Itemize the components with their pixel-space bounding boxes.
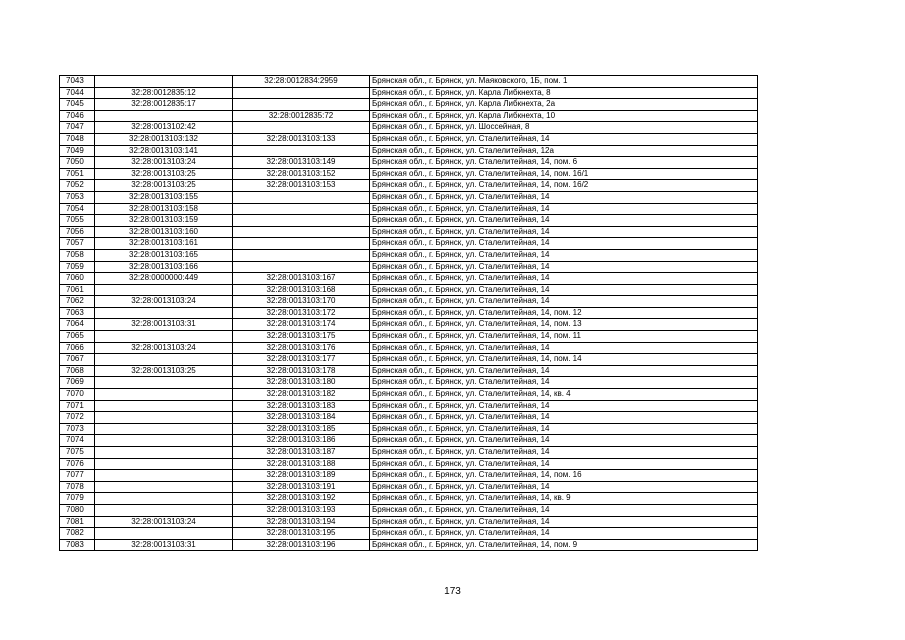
table-row (60, 99, 758, 111)
address-cell: Брянская обл., г. Брянск, ул. Сталелитейная, 14 (370, 435, 758, 447)
row-number-cell: 7067 (60, 354, 95, 366)
cadastral-number-cell: 32:28:0013103:141 (95, 145, 233, 157)
cadastral-number-cell: 32:28:0013102:42 (95, 122, 233, 134)
related-cadastral-number-cell: 32:28:0013103:167 (233, 273, 370, 285)
cadastral-number-cell: 32:28:0013103:159 (95, 215, 233, 227)
cadastral-number-cell (95, 412, 233, 424)
address-cell: Брянская обл., г. Брянск, ул. Сталелитейная, 14 (370, 273, 758, 285)
row-number-cell: 7050 (60, 157, 95, 169)
cadastral-number-cell: 32:28:0013103:25 (95, 180, 233, 192)
cadastral-number-cell (95, 423, 233, 435)
table-row (60, 296, 758, 308)
row-number-cell: 7073 (60, 423, 95, 435)
related-cadastral-number-cell: 32:28:0013103:192 (233, 493, 370, 505)
row-number-cell: 7046 (60, 110, 95, 122)
cadastral-number-cell (95, 458, 233, 470)
cadastral-number-cell (95, 493, 233, 505)
row-number-cell: 7051 (60, 168, 95, 180)
related-cadastral-number-cell: 32:28:0013103:191 (233, 481, 370, 493)
related-cadastral-number-cell (233, 238, 370, 250)
row-number-cell: 7083 (60, 539, 95, 551)
related-cadastral-number-cell (233, 99, 370, 111)
table-row (60, 539, 758, 551)
row-number-cell: 7057 (60, 238, 95, 250)
cadastral-number-cell (95, 447, 233, 459)
address-cell: Брянская обл., г. Брянск, ул. Сталелитейная, 14 (370, 249, 758, 261)
row-number-cell: 7048 (60, 133, 95, 145)
row-number-cell: 7049 (60, 145, 95, 157)
cadastral-number-cell (95, 354, 233, 366)
page-number: 173 (444, 586, 461, 597)
cadastral-number-cell: 32:28:0013103:161 (95, 238, 233, 250)
row-number-cell: 7047 (60, 122, 95, 134)
row-number-cell: 7081 (60, 516, 95, 528)
address-cell: Брянская обл., г. Брянск, ул. Сталелитейная, 14, кв. 4 (370, 389, 758, 401)
cadastral-number-cell: 32:28:0013103:24 (95, 342, 233, 354)
address-cell: Брянская обл., г. Брянск, ул. Сталелитейная, 14 (370, 284, 758, 296)
address-cell: Брянская обл., г. Брянск, ул. Шоссейная, 8 (370, 122, 758, 134)
table-row (60, 261, 758, 273)
table-row (60, 307, 758, 319)
address-cell: Брянская обл., г. Брянск, ул. Сталелитейная, 14 (370, 516, 758, 528)
address-cell: Брянская обл., г. Брянск, ул. Сталелитейная, 14 (370, 400, 758, 412)
cadastral-number-cell: 32:28:0013103:25 (95, 365, 233, 377)
table-row (60, 470, 758, 482)
address-cell: Брянская обл., г. Брянск, ул. Сталелитейная, 14, пом. 16 (370, 470, 758, 482)
address-cell: Брянская обл., г. Брянск, ул. Сталелитейная, 14 (370, 191, 758, 203)
cadastral-number-cell: 32:28:0012835:17 (95, 99, 233, 111)
related-cadastral-number-cell (233, 122, 370, 134)
cadastral-number-cell: 32:28:0013103:24 (95, 296, 233, 308)
row-number-cell: 7065 (60, 331, 95, 343)
row-number-cell: 7052 (60, 180, 95, 192)
table-row (60, 516, 758, 528)
related-cadastral-number-cell: 32:28:0013103:186 (233, 435, 370, 447)
related-cadastral-number-cell (233, 215, 370, 227)
cadastral-number-cell (95, 400, 233, 412)
related-cadastral-number-cell: 32:28:0013103:183 (233, 400, 370, 412)
related-cadastral-number-cell: 32:28:0013103:172 (233, 307, 370, 319)
table-row (60, 238, 758, 250)
address-cell: Брянская обл., г. Брянск, ул. Сталелитейная, 14, пом. 11 (370, 331, 758, 343)
address-cell: Брянская обл., г. Брянск, ул. Сталелитейная, 14, кв. 9 (370, 493, 758, 505)
related-cadastral-number-cell (233, 226, 370, 238)
table-row (60, 377, 758, 389)
table-row (60, 400, 758, 412)
related-cadastral-number-cell (233, 249, 370, 261)
row-number-cell: 7056 (60, 226, 95, 238)
related-cadastral-number-cell: 32:28:0013103:180 (233, 377, 370, 389)
row-number-cell: 7045 (60, 99, 95, 111)
related-cadastral-number-cell (233, 87, 370, 99)
table-row (60, 284, 758, 296)
table-row (60, 389, 758, 401)
address-cell: Брянская обл., г. Брянск, ул. Сталелитейная, 14 (370, 296, 758, 308)
address-cell: Брянская обл., г. Брянск, ул. Сталелитейная, 14 (370, 261, 758, 273)
row-number-cell: 7062 (60, 296, 95, 308)
table-row (60, 412, 758, 424)
row-number-cell: 7072 (60, 412, 95, 424)
related-cadastral-number-cell (233, 191, 370, 203)
address-cell: Брянская обл., г. Брянск, ул. Сталелитейная, 14 (370, 377, 758, 389)
address-cell: Брянская обл., г. Брянск, ул. Карла Либкнехта, 2а (370, 99, 758, 111)
related-cadastral-number-cell (233, 145, 370, 157)
row-number-cell: 7075 (60, 447, 95, 459)
table-row (60, 226, 758, 238)
related-cadastral-number-cell: 32:28:0013103:170 (233, 296, 370, 308)
address-cell: Брянская обл., г. Брянск, ул. Сталелитейная, 14 (370, 458, 758, 470)
row-number-cell: 7069 (60, 377, 95, 389)
table-row (60, 76, 758, 88)
cadastral-number-cell: 32:28:0013103:31 (95, 539, 233, 551)
table-row (60, 435, 758, 447)
cadastral-number-cell (95, 76, 233, 88)
related-cadastral-number-cell: 32:28:0013103:175 (233, 331, 370, 343)
cadastral-number-cell: 32:28:0013103:24 (95, 516, 233, 528)
related-cadastral-number-cell: 32:28:0013103:152 (233, 168, 370, 180)
table-row (60, 365, 758, 377)
related-cadastral-number-cell: 32:28:0013103:178 (233, 365, 370, 377)
address-cell: Брянская обл., г. Брянск, ул. Сталелитейная, 14, пом. 6 (370, 157, 758, 169)
row-number-cell: 7076 (60, 458, 95, 470)
address-cell: Брянская обл., г. Брянск, ул. Сталелитейная, 14 (370, 412, 758, 424)
cadastral-number-cell: 32:28:0013103:132 (95, 133, 233, 145)
table-row (60, 203, 758, 215)
address-cell: Брянская обл., г. Брянск, ул. Сталелитейная, 14 (370, 133, 758, 145)
related-cadastral-number-cell: 32:28:0013103:195 (233, 528, 370, 540)
cadastral-number-cell: 32:28:0000000:449 (95, 273, 233, 285)
table-row (60, 504, 758, 516)
table-row (60, 249, 758, 261)
address-cell: Брянская обл., г. Брянск, ул. Сталелитейная, 14, пом. 13 (370, 319, 758, 331)
address-cell: Брянская обл., г. Брянск, ул. Сталелитейная, 14 (370, 447, 758, 459)
register-table-body (60, 76, 758, 551)
table-row (60, 110, 758, 122)
related-cadastral-number-cell: 32:28:0013103:176 (233, 342, 370, 354)
row-number-cell: 7053 (60, 191, 95, 203)
related-cadastral-number-cell: 32:28:0013103:177 (233, 354, 370, 366)
table-row (60, 168, 758, 180)
related-cadastral-number-cell: 32:28:0013103:187 (233, 447, 370, 459)
address-cell: Брянская обл., г. Брянск, ул. Сталелитейная, 14 (370, 238, 758, 250)
related-cadastral-number-cell: 32:28:0012835:72 (233, 110, 370, 122)
cadastral-number-cell: 32:28:0013103:25 (95, 168, 233, 180)
related-cadastral-number-cell: 32:28:0013103:185 (233, 423, 370, 435)
address-cell: Брянская обл., г. Брянск, ул. Сталелитейная, 14, пом. 9 (370, 539, 758, 551)
row-number-cell: 7071 (60, 400, 95, 412)
table-row (60, 180, 758, 192)
address-cell: Брянская обл., г. Брянск, ул. Сталелитейная, 14 (370, 342, 758, 354)
address-cell: Брянская обл., г. Брянск, ул. Сталелитейная, 14 (370, 226, 758, 238)
related-cadastral-number-cell: 32:28:0013103:133 (233, 133, 370, 145)
row-number-cell: 7068 (60, 365, 95, 377)
row-number-cell: 7063 (60, 307, 95, 319)
related-cadastral-number-cell: 32:28:0013103:182 (233, 389, 370, 401)
cadastral-number-cell (95, 481, 233, 493)
cadastral-number-cell: 32:28:0013103:31 (95, 319, 233, 331)
row-number-cell: 7078 (60, 481, 95, 493)
table-row (60, 493, 758, 505)
address-cell: Брянская обл., г. Брянск, ул. Сталелитейная, 14 (370, 423, 758, 435)
address-cell: Брянская обл., г. Брянск, ул. Сталелитейная, 14, пом. 16/2 (370, 180, 758, 192)
address-cell: Брянская обл., г. Брянск, ул. Сталелитейная, 14 (370, 504, 758, 516)
row-number-cell: 7070 (60, 389, 95, 401)
address-cell: Брянская обл., г. Брянск, ул. Сталелитейная, 14, пом. 14 (370, 354, 758, 366)
row-number-cell: 7074 (60, 435, 95, 447)
row-number-cell: 7077 (60, 470, 95, 482)
row-number-cell: 7080 (60, 504, 95, 516)
related-cadastral-number-cell: 32:28:0013103:153 (233, 180, 370, 192)
address-cell: Брянская обл., г. Брянск, ул. Сталелитейная, 14 (370, 528, 758, 540)
related-cadastral-number-cell: 32:28:0013103:184 (233, 412, 370, 424)
table-row (60, 87, 758, 99)
row-number-cell: 7054 (60, 203, 95, 215)
cadastral-number-cell: 32:28:0012835:12 (95, 87, 233, 99)
related-cadastral-number-cell: 32:28:0013103:194 (233, 516, 370, 528)
cadastral-number-cell: 32:28:0013103:158 (95, 203, 233, 215)
address-cell: Брянская обл., г. Брянск, ул. Карла Либкнехта, 10 (370, 110, 758, 122)
related-cadastral-number-cell: 32:28:0013103:196 (233, 539, 370, 551)
row-number-cell: 7055 (60, 215, 95, 227)
cadastral-number-cell (95, 284, 233, 296)
cadastral-number-cell (95, 377, 233, 389)
table-row (60, 481, 758, 493)
table-row (60, 331, 758, 343)
cadastral-number-cell (95, 307, 233, 319)
table-row (60, 319, 758, 331)
cadastral-number-cell: 32:28:0013103:155 (95, 191, 233, 203)
related-cadastral-number-cell: 32:28:0013103:168 (233, 284, 370, 296)
cadastral-number-cell: 32:28:0013103:24 (95, 157, 233, 169)
related-cadastral-number-cell: 32:28:0013103:174 (233, 319, 370, 331)
row-number-cell: 7059 (60, 261, 95, 273)
row-number-cell: 7079 (60, 493, 95, 505)
row-number-cell: 7058 (60, 249, 95, 261)
row-number-cell: 7060 (60, 273, 95, 285)
related-cadastral-number-cell: 32:28:0013103:188 (233, 458, 370, 470)
register-table (59, 75, 758, 551)
table-row (60, 458, 758, 470)
table-row (60, 133, 758, 145)
address-cell: Брянская обл., г. Брянск, ул. Сталелитейная, 14, пом. 16/1 (370, 168, 758, 180)
table-row (60, 447, 758, 459)
table-row (60, 191, 758, 203)
address-cell: Брянская обл., г. Брянск, ул. Сталелитейная, 14 (370, 365, 758, 377)
row-number-cell: 7043 (60, 76, 95, 88)
cadastral-number-cell (95, 389, 233, 401)
address-cell: Брянская обл., г. Брянск, ул. Сталелитейная, 14 (370, 203, 758, 215)
related-cadastral-number-cell: 32:28:0013103:149 (233, 157, 370, 169)
table-row (60, 145, 758, 157)
table-row (60, 157, 758, 169)
cadastral-number-cell: 32:28:0013103:160 (95, 226, 233, 238)
cadastral-number-cell (95, 110, 233, 122)
row-number-cell: 7082 (60, 528, 95, 540)
table-row (60, 528, 758, 540)
related-cadastral-number-cell (233, 261, 370, 273)
row-number-cell: 7061 (60, 284, 95, 296)
related-cadastral-number-cell (233, 203, 370, 215)
cadastral-number-cell (95, 435, 233, 447)
related-cadastral-number-cell: 32:28:0013103:193 (233, 504, 370, 516)
cadastral-number-cell: 32:28:0013103:165 (95, 249, 233, 261)
address-cell: Брянская обл., г. Брянск, ул. Маяковского, 1Б, пом. 1 (370, 76, 758, 88)
cadastral-number-cell (95, 528, 233, 540)
address-cell: Брянская обл., г. Брянск, ул. Сталелитейная, 12а (370, 145, 758, 157)
cadastral-number-cell (95, 331, 233, 343)
cadastral-number-cell: 32:28:0013103:166 (95, 261, 233, 273)
cadastral-number-cell (95, 470, 233, 482)
table-row (60, 354, 758, 366)
table-row (60, 122, 758, 134)
table-row (60, 273, 758, 285)
row-number-cell: 7066 (60, 342, 95, 354)
address-cell: Брянская обл., г. Брянск, ул. Сталелитейная, 14 (370, 481, 758, 493)
table-row (60, 215, 758, 227)
address-cell: Брянская обл., г. Брянск, ул. Сталелитейная, 14, пом. 12 (370, 307, 758, 319)
table-row (60, 423, 758, 435)
address-cell: Брянская обл., г. Брянск, ул. Карла Либкнехта, 8 (370, 87, 758, 99)
table-row (60, 342, 758, 354)
related-cadastral-number-cell: 32:28:0013103:189 (233, 470, 370, 482)
row-number-cell: 7044 (60, 87, 95, 99)
cadastral-number-cell (95, 504, 233, 516)
row-number-cell: 7064 (60, 319, 95, 331)
related-cadastral-number-cell: 32:28:0012834:2959 (233, 76, 370, 88)
address-cell: Брянская обл., г. Брянск, ул. Сталелитейная, 14 (370, 215, 758, 227)
